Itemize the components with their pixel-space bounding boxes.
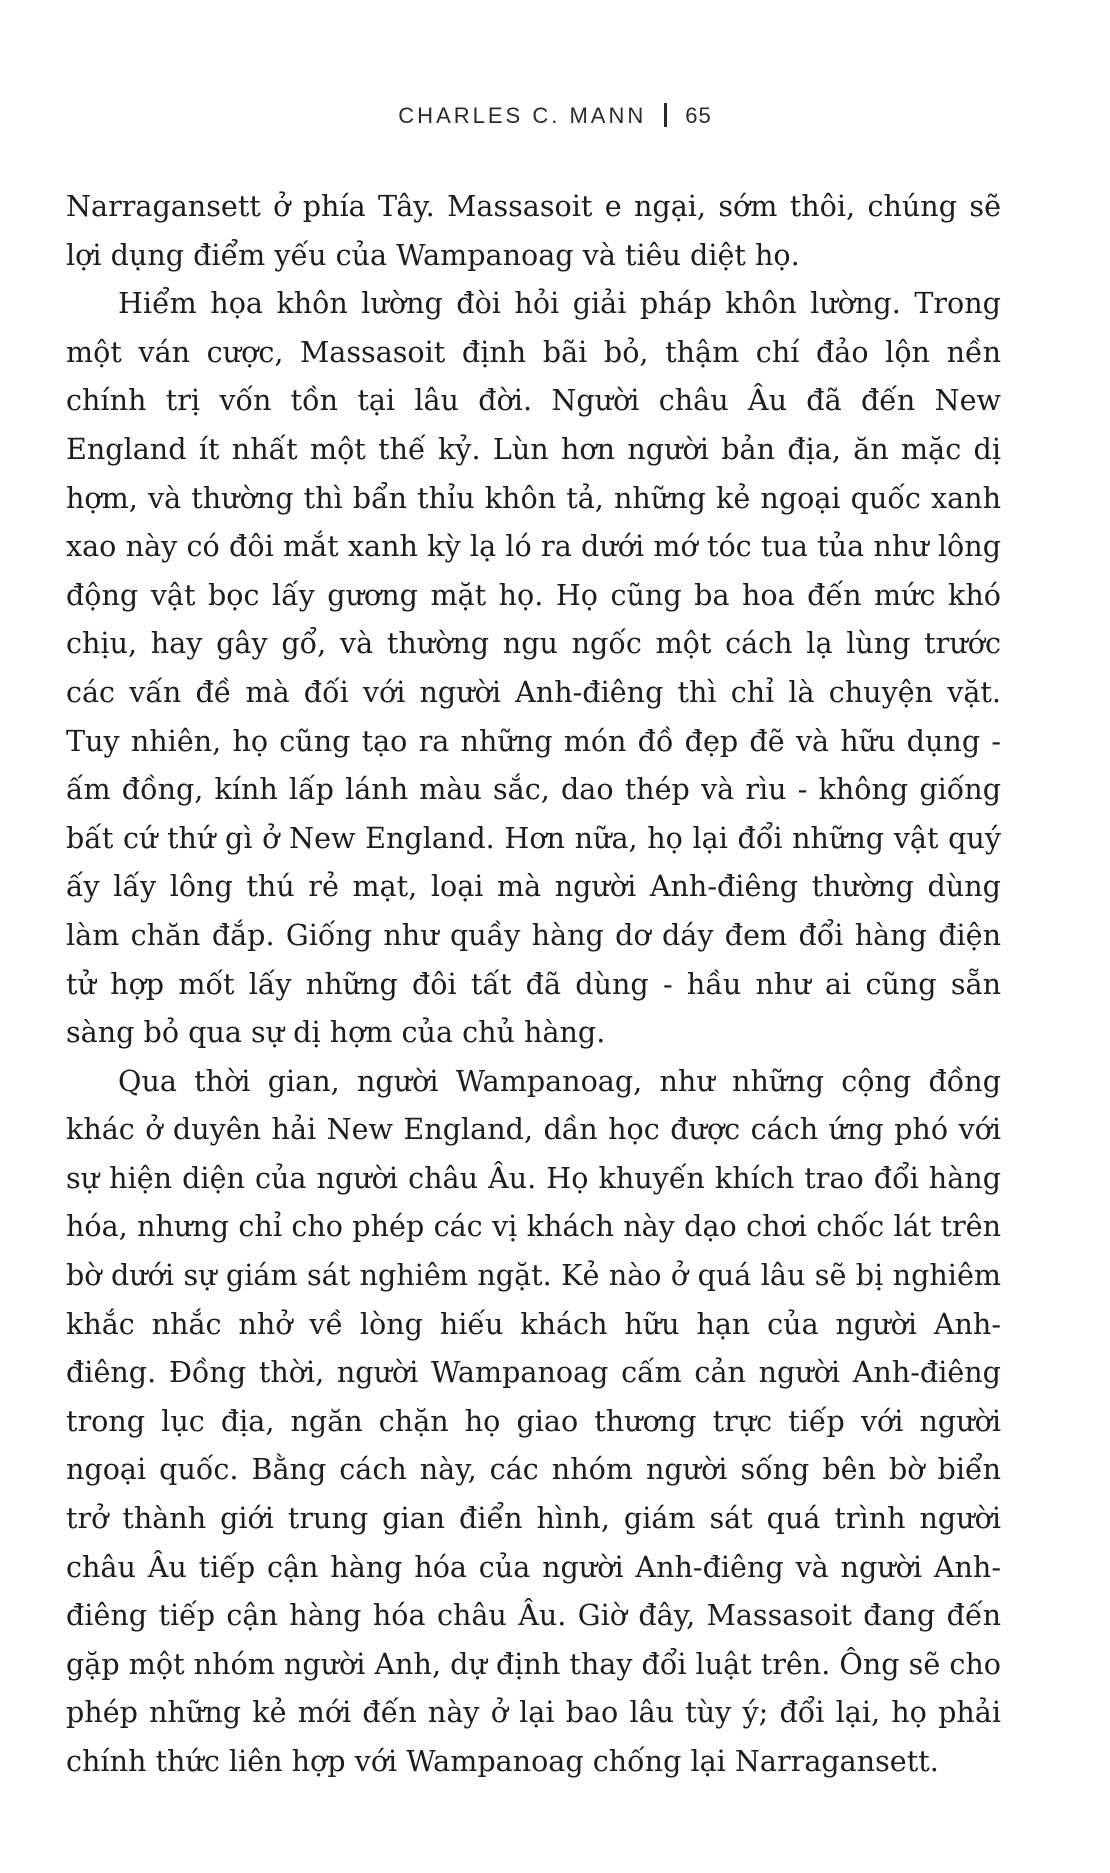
- header-separator: [664, 103, 667, 127]
- author-name: CHARLES C. MANN: [398, 103, 647, 128]
- paragraph: Hiểm họa khôn lường đòi hỏi giải pháp khôn lường. Trong một ván cược, Massasoit định bãi bỏ, thậm chí đảo lộn nền chính trị vốn tồn tại lâu đời. Người châu Âu đã đến New England ít nhất một thế kỷ. Lùn hơn người bản địa, ăn mặc dị hợm, và thường thì bẩn thỉu khôn tả, những kẻ ngoại quốc xanh xao này có đôi mắt xanh kỳ lạ ló ra dưới mớ tóc tua tủa như lông động vật bọc lấy gương mặt họ. Họ cũng ba hoa đến mức khó chịu, hay gây gổ, và thường ngu ngốc một cách lạ lùng trước các vấn đề mà đối với người Anh-điêng thì chỉ là chuyện vặt. Tuy nhiên, họ cũng tạo ra những món đồ đẹp đẽ và hữu dụng - ấm đồng, kính lấp lánh màu sắc, dao thép và rìu - không giống bất cứ thứ gì ở New England. Hơn nữa, họ lại đổi những vật quý ấy lấy lông thú rẻ mạt, loại mà người Anh-điêng thường dùng làm chăn đắp. Giống như quầy hàng dơ dáy đem đổi hàng điện tử hợp mốt lấy những đôi tất đã dùng - hầu như ai cũng sẵn sàng bỏ qua sự dị hợm của chủ hàng.: [66, 286, 1001, 1050]
- paragraph-continued: Narragansett ở phía Tây. Massasoit e ngại, sớm thôi, chúng sẽ lợi dụng điểm yếu của Wampanoag và tiêu diệt họ.: [66, 189, 1001, 272]
- paragraph: Qua thời gian, người Wampanoag, như những cộng đồng khác ở duyên hải New England, dần học được cách ứng phó với sự hiện diện của người châu Âu. Họ khuyến khích trao đổi hàng hóa, nhưng chỉ cho phép các vị khách này dạo chơi chốc lát trên bờ dưới sự giám sát nghiêm ngặt. Kẻ nào ở quá lâu sẽ bị nghiêm khắc nhắc nhở về lòng hiếu khách hữu hạn của người Anh-điêng. Đồng thời, người Wampanoag cấm cản người Anh-điêng trong lục địa, ngăn chặn họ giao thương trực tiếp với người ngoại quốc. Bằng cách này, các nhóm người sống bên bờ biển trở thành giới trung gian điển hình, giám sát quá trình người châu Âu tiếp cận hàng hóa của người Anh-điêng và người Anh-điêng tiếp cận hàng hóa châu Âu. Giờ đây, Massasoit đang đến gặp một nhóm người Anh, dự định thay đổi luật trên. Ông sẽ cho phép những kẻ mới đến này ở lại bao lâu tùy ý; đổi lại, họ phải chính thức liên hợp với Wampanoag chống lại Narragansett.: [66, 1063, 1001, 1778]
- running-head: [0, 101, 1110, 131]
- page-number: 65: [685, 103, 712, 128]
- body-text: [66, 182, 1001, 1786]
